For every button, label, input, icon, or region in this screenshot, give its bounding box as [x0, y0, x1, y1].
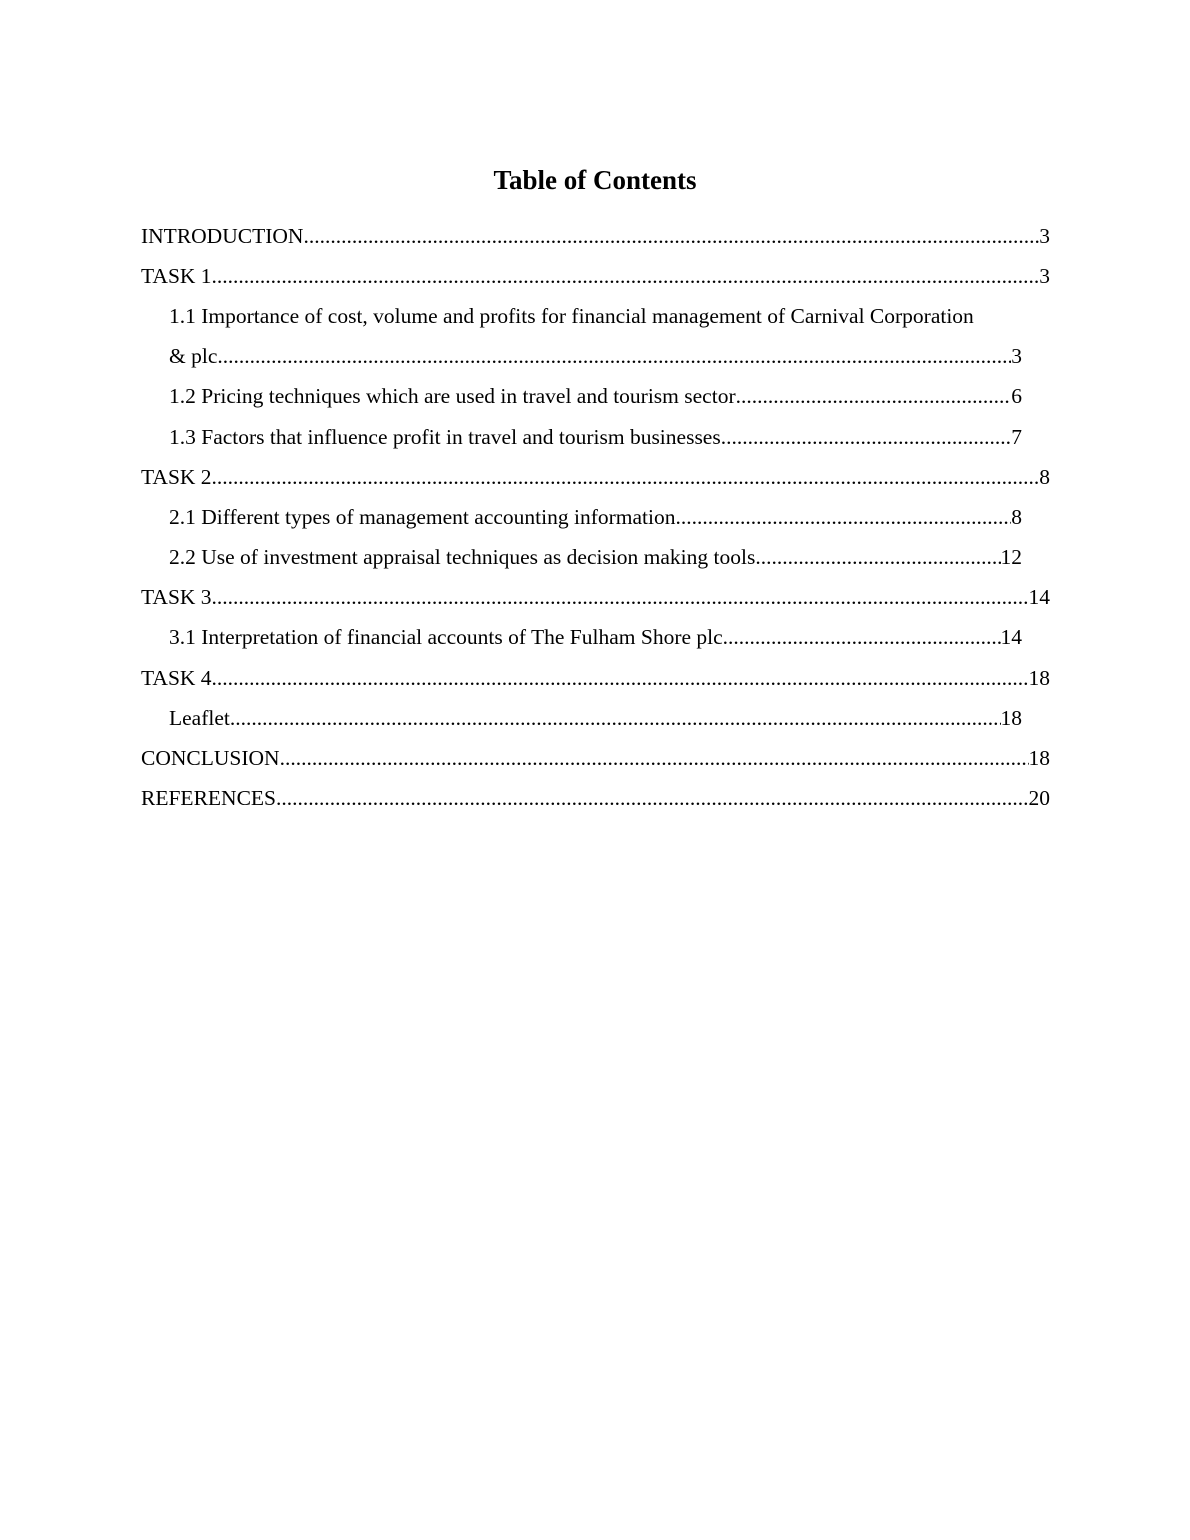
dot-leader [721, 425, 1012, 450]
dot-leader [217, 344, 1011, 369]
toc-entry-2-1[interactable] [141, 497, 1050, 537]
toc-entry-label: INTRODUCTION [141, 223, 304, 248]
toc-entry-page: 7 [1011, 424, 1022, 449]
toc-entry-page: 12 [1000, 545, 1022, 570]
dot-leader [280, 746, 1029, 771]
dot-leader [212, 465, 1040, 490]
toc-entry-page: 8 [1039, 464, 1050, 489]
dot-leader [212, 666, 1029, 691]
toc-entry-page: 3 [1039, 263, 1050, 288]
toc-entry-page: 18 [1000, 705, 1022, 730]
dot-leader [212, 585, 1029, 610]
toc-entry-label-continued: & plc [169, 344, 218, 369]
toc-entry-page: 3 [1039, 223, 1050, 248]
toc-entry-1-3[interactable] [141, 417, 1050, 457]
toc-entry-page: 18 [1028, 746, 1050, 771]
toc-entry-2-2[interactable] [141, 538, 1050, 578]
toc-entry-page: 20 [1028, 786, 1050, 811]
toc-entry-introduction[interactable] [141, 216, 1050, 256]
toc-entry-label: TASK 1 [141, 263, 212, 288]
toc-entry-label: REFERENCES [141, 786, 276, 811]
toc-entry-label: TASK 4 [141, 665, 212, 690]
toc-entry-label: 2.1 Different types of management accounting information [169, 504, 676, 529]
toc-entry-label: Leaflet [169, 705, 230, 730]
dot-leader [276, 786, 1029, 811]
toc-entry-3-1[interactable] [141, 618, 1050, 658]
toc-entry-page: 3 [1011, 344, 1022, 369]
toc-entry-label: 2.2 Use of investment appraisal techniques as decision making tools [169, 545, 756, 570]
toc-entry-label: 1.3 Factors that influence profit in travel and tourism businesses [169, 424, 721, 449]
toc-entry-leaflet[interactable] [141, 698, 1050, 738]
toc-entry-page: 18 [1028, 665, 1050, 690]
toc-entry-label: 1.2 Pricing techniques which are used in travel and tourism sector [169, 384, 736, 409]
dot-leader [755, 545, 1000, 570]
toc-entry-task-3[interactable] [141, 578, 1050, 618]
dot-leader [736, 384, 1012, 409]
toc-entry-label: 3.1 Interpretation of financial accounts of The Fulham Shore plc [169, 625, 723, 650]
toc-entry-1-1-continued[interactable] [141, 337, 1050, 377]
toc-entry-1-2[interactable] [141, 377, 1050, 417]
toc-entry-task-2[interactable] [141, 457, 1050, 497]
toc-entry-label: CONCLUSION [141, 746, 280, 771]
dot-leader [676, 505, 1012, 530]
toc-title: Table of Contents [493, 165, 697, 195]
dot-leader [230, 706, 1001, 731]
toc-entry-task-1[interactable] [141, 256, 1050, 296]
dot-leader [303, 224, 1039, 249]
toc-entry-page: 14 [1028, 585, 1050, 610]
toc-entry-conclusion[interactable] [141, 738, 1050, 778]
toc-entry-task-4[interactable] [141, 658, 1050, 698]
toc-entry-1-1[interactable] [141, 296, 1050, 336]
toc-entry-label: TASK 3 [141, 585, 212, 610]
toc-entry-label: 1.1 Importance of cost, volume and profits for financial management of Carnival Corporation [169, 303, 974, 328]
dot-leader [723, 625, 1001, 650]
toc-entry-references[interactable] [141, 779, 1050, 819]
toc-entry-label: TASK 2 [141, 464, 212, 489]
table-of-contents [141, 216, 1050, 819]
dot-leader [212, 264, 1040, 289]
toc-entry-page: 8 [1011, 504, 1022, 529]
toc-entry-page: 14 [1000, 625, 1022, 650]
toc-entry-page: 6 [1011, 384, 1022, 409]
